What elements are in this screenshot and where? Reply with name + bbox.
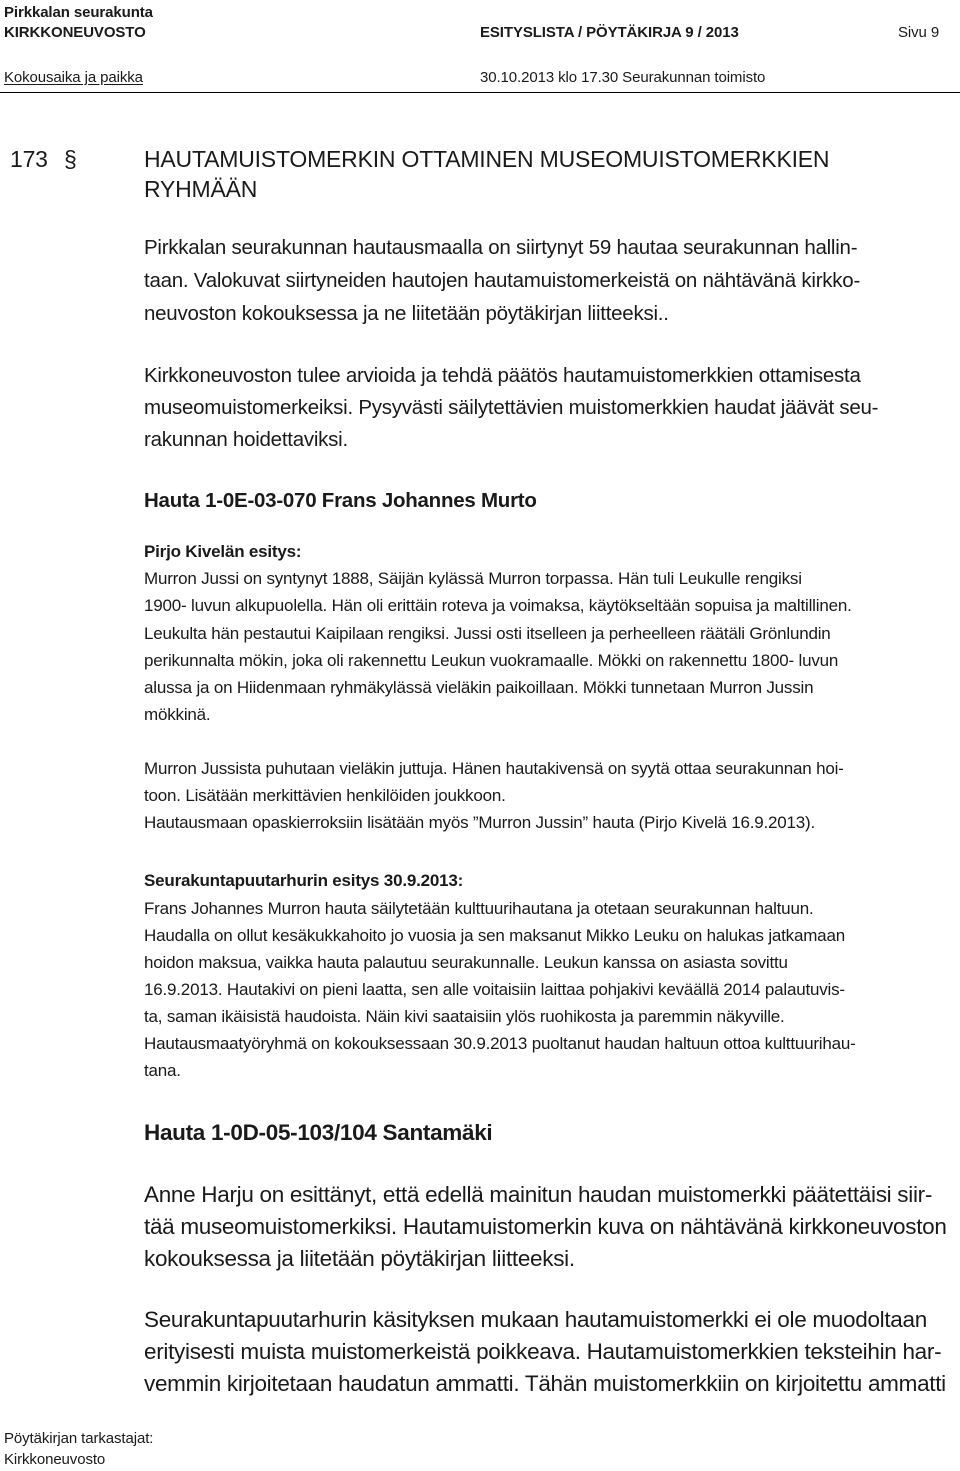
grave2-p1-line-3: kokouksessa ja liitetään pöytäkirjan liitteeksi.: [144, 1246, 575, 1271]
grave2-p1-line-1: Anne Harju on esittänyt, että edellä mainitun haudan muistomerkki päätettäisi siir-: [144, 1182, 933, 1207]
grave1-p1-line-3: Leukulta hän pestautui Kaipilaan rengiksi. Jussi osti itselleen ja perheelleen räätäli Grönlundin: [144, 624, 831, 643]
checkers-label: Pöytäkirjan tarkastajat:: [4, 1430, 154, 1447]
doc-title: ESITYSLISTA / PÖYTÄKIRJA 9 / 2013: [480, 24, 739, 41]
intro-line-2: taan. Valokuvat siirtyneiden hautojen hautamuistomerkeistä on nähtävänä kirkko-: [144, 269, 861, 292]
grave1-p2-line-3: Hautausmaan opaskierroksiin lisätään myös ”Murron Jussin” hauta (Pirjo Kivelä 16.9.2013).: [144, 813, 816, 832]
grave1-p1-line-4: perikunnalta mökin, joka oli rakennettu Leukun vuokramaalle. Mökki on rakennettu 1800- luvun: [144, 651, 839, 670]
grave1-p3-line-7: tana.: [144, 1061, 181, 1080]
grave1-proposal-label: Pirjo Kivelän esitys:: [144, 542, 302, 561]
section-number: 173: [10, 146, 48, 172]
org-name: Pirkkalan seurakunta: [4, 4, 153, 21]
grave2-p2-line-3: vemmin kirjoitetaan haudatun ammatti. Tähän muistomerkkiin on kirjoitettu ammatti: [144, 1371, 946, 1396]
decision-line-3: rakunnan hoidettaviksi.: [144, 428, 348, 451]
grave2-heading: Hauta 1-0D-05-103/104 Santamäki: [144, 1120, 493, 1145]
grave1-p2-line-2: toon. Lisätään merkittävien henkilöiden joukkoon.: [144, 786, 506, 805]
meeting-label: Kokousaika ja paikka: [4, 69, 143, 86]
meeting-value: 30.10.2013 klo 17.30 Seurakunnan toimisto: [480, 69, 766, 86]
section-title-line-2: RYHMÄÄN: [144, 176, 258, 202]
intro-line-1: Pirkkalan seurakunnan hautausmaalla on siirtynyt 59 hautaa seurakunnan hallin-: [144, 236, 858, 259]
grave1-heading: Hauta 1-0E-03-070 Frans Johannes Murto: [144, 489, 537, 512]
grave1-p3-line-3: hoidon maksua, vaikka hauta palautuu seurakunnalle. Leukun kanssa on asiasta sovittu: [144, 953, 788, 972]
grave1-p3-line-4: 16.9.2013. Hautakivi on pieni laatta, sen alle voitaisiin laittaa pohjakivi keväällä 2014 palautuvis-: [144, 980, 845, 999]
decision-line-1: Kirkkoneuvoston tulee arvioida ja tehdä päätös hautamuistomerkkien ottamisesta: [144, 364, 861, 387]
grave2-p2-line-1: Seurakuntapuutarhurin käsityksen mukaan hautamuistomerkki ei ole muodoltaan: [144, 1307, 927, 1332]
grave1-p1-line-1: Murron Jussi on syntynyt 1888, Säijän kylässä Murron torpassa. Hän tuli Leukulle rengiksi: [144, 569, 802, 588]
grave1-p3-line-6: Hautausmaatyöryhmä on kokouksessaan 30.9.2013 puoltanut haudan haltuun ottoa kulttuurihau-: [144, 1034, 856, 1053]
header-rule: [0, 92, 960, 93]
section-symbol: §: [64, 146, 77, 172]
grave1-p2-line-1: Murron Jussista puhutaan vieläkin juttuja. Hänen hautakivensä on syytä ottaa seurakunnan hoi-: [144, 759, 844, 778]
grave1-p1-line-2: 1900- luvun alkupuolella. Hän oli erittäin roteva ja voimaksa, käytökseltään sopuisa ja maltillinen.: [144, 596, 852, 615]
body-name: KIRKKONEUVOSTO: [4, 24, 146, 41]
grave2-p1-line-2: tää museomuistomerkiksi. Hautamuistomerkin kuva on nähtävänä kirkkoneuvoston: [144, 1214, 947, 1239]
page-number: Sivu 9: [898, 24, 940, 41]
grave1-p3-line-5: ta, saman ikäisistä haudoista. Näin kivi saataisiin ylös ruohikosta ja paremmin näkyville.: [144, 1007, 785, 1026]
grave1-p1-line-5: alussa ja on Hiidenmaan ryhmäkylässä vieläkin paikoillaan. Mökki tunnetaan Murron Jussin: [144, 678, 814, 697]
gardener-proposal-label: Seurakuntapuutarhurin esitys 30.9.2013:: [144, 871, 464, 890]
checkers-body: Kirkkoneuvosto: [4, 1451, 106, 1468]
grave2-p2-line-2: erityisesti muista muistomerkeistä poikkeava. Hautamuistomerkkien teksteihin har-: [144, 1339, 942, 1364]
grave1-p1-line-6: mökkinä.: [144, 705, 211, 724]
section-title-line-1: HAUTAMUISTOMERKIN OTTAMINEN MUSEOMUISTOMERKKIEN: [144, 146, 830, 172]
grave1-p3-line-2: Haudalla on ollut kesäkukkahoito jo vuosia ja sen maksanut Mikko Leuku on halukas jatkamaan: [144, 926, 845, 945]
intro-line-3: neuvoston kokouksessa ja ne liitetään pöytäkirjan liitteeksi..: [144, 302, 669, 325]
decision-line-2: museomuistomerkeiksi. Pysyvästi säilytettävien muistomerkkien haudat jäävät seu-: [144, 396, 879, 419]
grave1-p3-line-1: Frans Johannes Murron hauta säilytetään kulttuurihautana ja otetaan seurakunnan haltuun.: [144, 899, 814, 918]
